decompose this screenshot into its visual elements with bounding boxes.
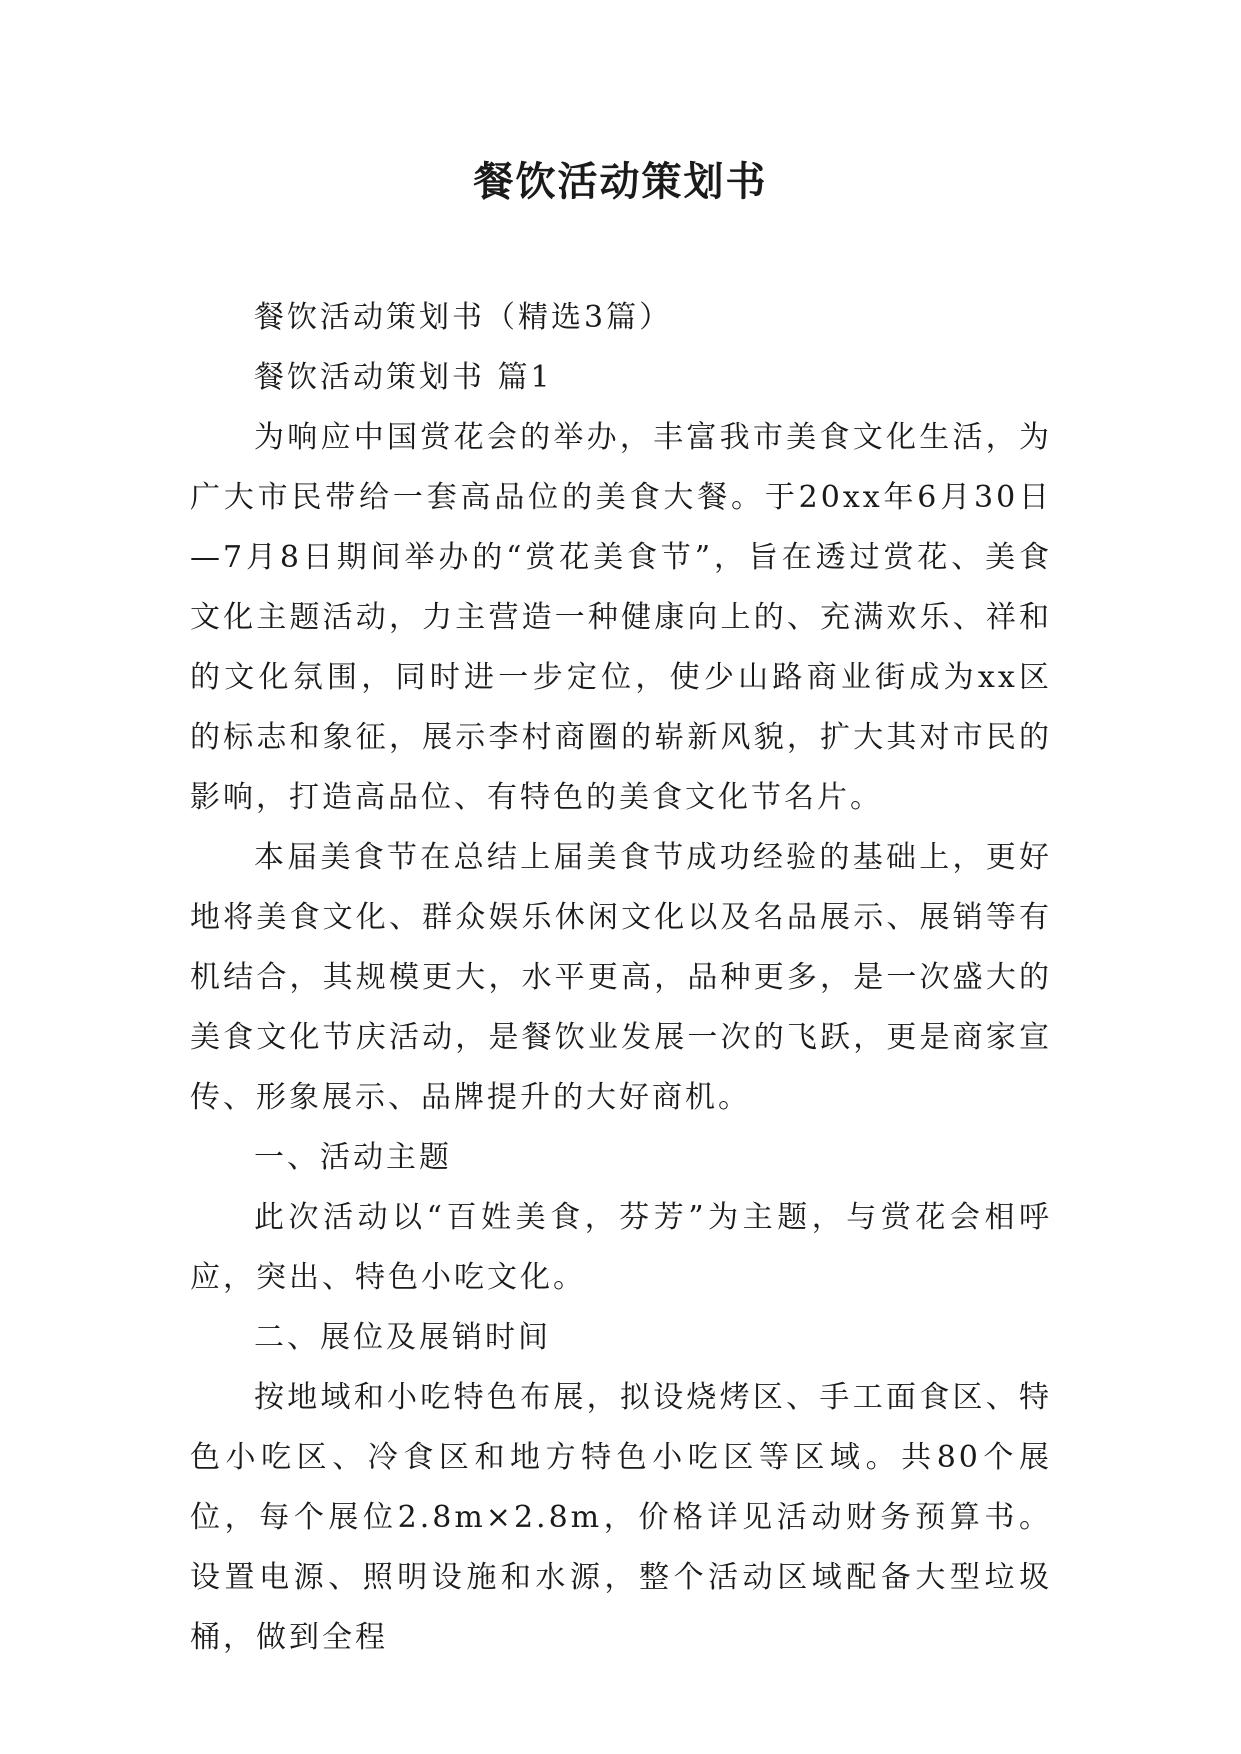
- paragraph: 此次活动以“百姓美食，芬芳”为主题，与赏花会相呼应，突出、特色小吃文化。: [190, 1200, 1052, 1295]
- section-heading: 二、展位及展销时间: [254, 1320, 551, 1355]
- section-heading: 餐饮活动策划书 篇1: [254, 360, 553, 395]
- document-subtitle: 餐饮活动策划书（精选3篇）: [254, 300, 673, 335]
- document-body: [190, 288, 1052, 1668]
- paragraph: 为响应中国赏花会的举办，丰富我市美食文化生活，为广大市民带给一套高品位的美食大餐。于20xx年6月30日—7月8日期间举办的“赏花美食节”，旨在透过赏花、美食文化主题活动，力主营造一种健康向上的、充满欢乐、祥和的文化氛围，同时进一步定位，使少山路商业街成为xx区的标志和象征，展示李村商圈的崭新风貌，扩大其对市民的影响，打造高品位、有特色的美食文化节名片。: [190, 420, 1052, 815]
- section-heading: 一、活动主题: [254, 1140, 452, 1175]
- document-title: 餐饮活动策划书: [473, 159, 768, 205]
- paragraph: 本届美食节在总结上届美食节成功经验的基础上，更好地将美食文化、群众娱乐休闲文化以及名品展示、展销等有机结合，其规模更大，水平更高，品种更多，是一次盛大的美食文化节庆活动，是餐饮业发展一次的飞跃，更是商家宣传、形象展示、品牌提升的大好商机。: [190, 840, 1052, 1115]
- paragraph: 按地域和小吃特色布展，拟设烧烤区、手工面食区、特色小吃区、冷食区和地方特色小吃区等区域。共80个展位，每个展位2.8m×2.8m，价格详见活动财务预算书。设置电源、照明设施和水源，整个活动区域配备大型垃圾桶，做到全程: [190, 1380, 1052, 1655]
